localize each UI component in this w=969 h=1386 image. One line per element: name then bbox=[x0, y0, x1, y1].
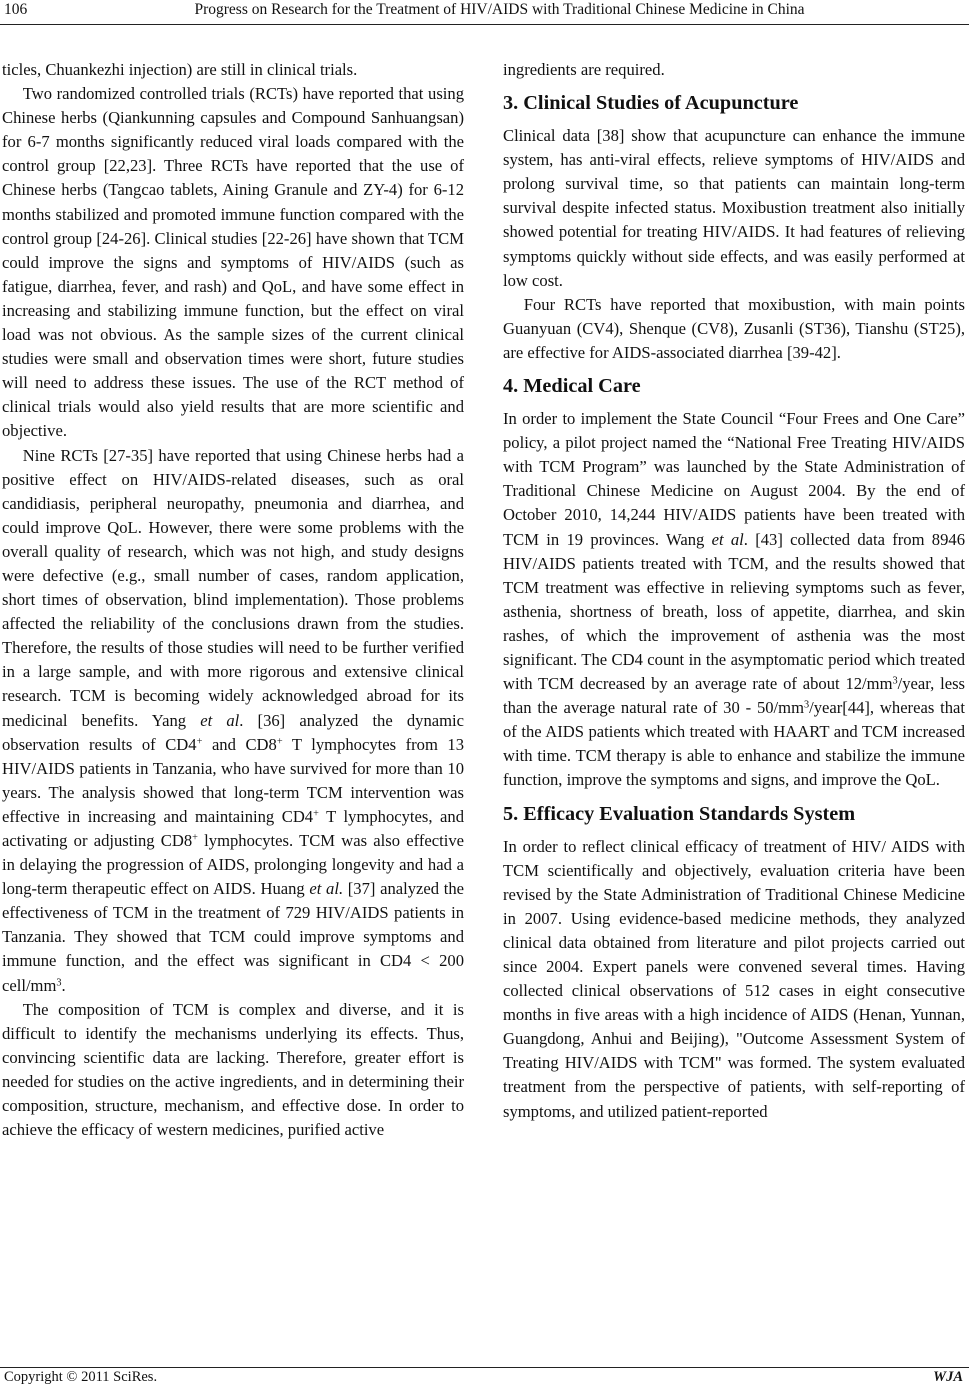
superscript: + bbox=[276, 735, 283, 747]
journal-abbreviation: WJA bbox=[933, 1369, 963, 1385]
page-number: 106 bbox=[4, 1, 28, 18]
text-run: /year[44], whereas that of the AIDS patients which treated with HAART and TCM increased with time. TCM therapy is able to enhance and stabilize the immune function, improve the symptoms and signs, and improve the QoL. bbox=[503, 698, 965, 790]
text-run: [37] analyzed the effectiveness of TCM in the treatment of 729 HIV/AIDS patients in Tanzania. They showed that TCM could improve symptoms and immune function, and the effect was significant in CD4 < 200 cell/mm bbox=[2, 879, 464, 995]
copyright-notice: Copyright © 2011 SciRes. bbox=[4, 1369, 158, 1385]
section-heading: 5. Efficacy Evaluation Standards System bbox=[503, 802, 856, 825]
superscript: 3 bbox=[56, 976, 62, 988]
paragraph: ingredients are required. bbox=[503, 60, 665, 79]
text-run: and CD8 bbox=[202, 734, 277, 754]
header-divider bbox=[0, 24, 969, 25]
italic-text: et al bbox=[200, 710, 240, 730]
text-run: In order to implement the State Council “Four Frees and One Care” policy, a pilot project named the “National Free Treating HIV/AIDS with TCM Program” was launched by the State Administration of Traditional Chinese Medicine on August 2004. By the end of October 2010, 14,244 HIV/AIDS patients have been treated with TCM in 19 provinces. Wang bbox=[503, 409, 965, 549]
text-run: . [36] analyzed the dynamic observation results of CD4 bbox=[2, 710, 465, 754]
text-run: Nine RCTs [27-35] have reported that using Chinese herbs had a positive effect on HIV/AIDS-related diseases, such as oral candidiasis, peripheral neuropathy, pneumonia and diarrhea, and could improve QoL. However, there were some problems with the overall quality of research, which was not high, and study designs were defective (e.g., small number of cases, random application, short times of observation, blind implementation). Those problems affected the reliability of the conclusions drawn from the studies. Therefore, the results of those studies will need to be further verified in a large sample, and with more rigorous and extensive clinical research. TCM is becoming widely acknowledged abroad for its medicinal benefits. Yang bbox=[2, 445, 464, 730]
paragraph: ticles, Chuankezhi injection) are still in clinical trials. bbox=[2, 60, 358, 79]
italic-text: et al. bbox=[309, 879, 344, 899]
footer-divider bbox=[0, 1367, 969, 1368]
superscript: + bbox=[192, 832, 198, 844]
text-run: . [43] collected data from 8946 HIV/AIDS patients treated with TCM, and the results showed that TCM treatment was effective in relieving symptoms such as fever, asthenia, shortness of breath, loss of appetite, diarrhea, and skin rashes, of which the improvement of asthenia was the most significant. The CD4 count in the asymptomatic period which treated with TCM decreased by an average rate of about 12/mm bbox=[503, 529, 965, 694]
left-column bbox=[2, 58, 464, 1142]
section-heading: 3. Clinical Studies of Acupuncture bbox=[503, 92, 799, 115]
paragraph: Four RCTs have reported that moxibustion, with main points Guanyuan (CV4), Shenque (CV8), Zusanli (ST36), Tianshu (ST25), are effective for AIDS-associated diarrhea [39-42]. bbox=[503, 294, 965, 362]
paragraph bbox=[503, 407, 965, 793]
text-run: T lymphocytes, and activating or adjusting CD8 bbox=[2, 806, 464, 850]
paragraph: In order to reflect clinical efficacy of treatment of HIV/ AIDS with TCM scientifically and objectively, evaluation criteria have been revised by the State Administration of Traditional Chinese Medicine in 2007. Using evidence-based medicine methods, they analyzed clinical data obtained from literature and pilot projects carried out since 2004. Expert panels were convened several times. Having collected clinical observations of 512 cases in eight consecutive months in five areas with a high incidence of AIDS (Henan, Yunnan, Guangdong, Anhui and Beijing), "Outcome Assessment System of Treating HIV/AIDS with TCM" was formed. The system evaluated treatment from the perspective of patients, with self-reporting of symptoms, and utilized patient-reported bbox=[503, 836, 965, 1121]
paragraph: Two randomized controlled trials (RCTs) have reported that using Chinese herbs (Qiankunning capsules and Compound Sanhuangsan) for 6-7 months significantly reduced viral loads compared with the control group [22,23]. Three RCTs have reported that the use of Chinese herbs (Tangcao tablets, Aining Granule and ZY-4) for 6-12 months stabilized and promoted immune function compared with the control group [24-26]. Clinical studies [22-26] have shown that TCM could improve the signs and symptoms of HIV/AIDS (such as fatigue, diarrhea, fever, and rash) and QoL, and have some effect in increasing and stabilizing immune function, but the effect on viral load was not obvious. As the sample sizes of the current clinical studies were small and observation times were short, future studies will need to address these issues. The use of the RCT method of clinical trials would also yield results that are more scientific and objective. bbox=[2, 84, 464, 441]
paragraph: Clinical data [38] show that acupuncture can enhance the immune system, has anti-viral effects, relieve symptoms of HIV/AIDS and prolong survival time, so that patients can maintain long-term survival despite infected status. Moxibustion treatment also initially showed potential for treating HIV/AIDS. It had features of relieving symptoms quickly without side effects, and was easily performed at low cost. bbox=[503, 126, 965, 290]
superscript: 3 bbox=[892, 675, 898, 687]
superscript: + bbox=[313, 808, 319, 820]
page-header bbox=[0, 0, 969, 24]
superscript: 3 bbox=[803, 699, 810, 711]
running-title: Progress on Research for the Treatment of HIV/AIDS with Traditional Chinese Medicine in China bbox=[194, 1, 805, 18]
text-run: /year, less than the average natural rate of 30 - 50/mm bbox=[503, 674, 965, 718]
right-column bbox=[503, 58, 965, 1124]
italic-text: et al bbox=[711, 529, 744, 549]
text-run: T lymphocytes from 13 HIV/AIDS patients in Tanzania, who have survived for more than 10 years. The analysis showed that long-term TCM intervention was effective in increasing and maintaining CD4 bbox=[2, 734, 465, 826]
superscript: + bbox=[196, 735, 203, 747]
section-heading: 4. Medical Care bbox=[503, 375, 641, 398]
paragraph bbox=[2, 444, 464, 998]
text-run: lymphocytes. TCM was also effective in delaying the progression of AIDS, prolonging longevity and had a long-term therapeutic effect on AIDS. Huang bbox=[2, 831, 464, 899]
text-run: . bbox=[61, 975, 66, 995]
page-footer bbox=[0, 1369, 969, 1386]
paragraph: The composition of TCM is complex and diverse, and it is difficult to identify the mechanisms underlying its effects. Thus, convincing scientific data are lacking. Therefore, greater effort is needed for studies on the active ingredients, and in determining their composition, structure, mechanism, and effective dose. In order to achieve the efficacy of western medicines, purified active bbox=[2, 999, 464, 1140]
